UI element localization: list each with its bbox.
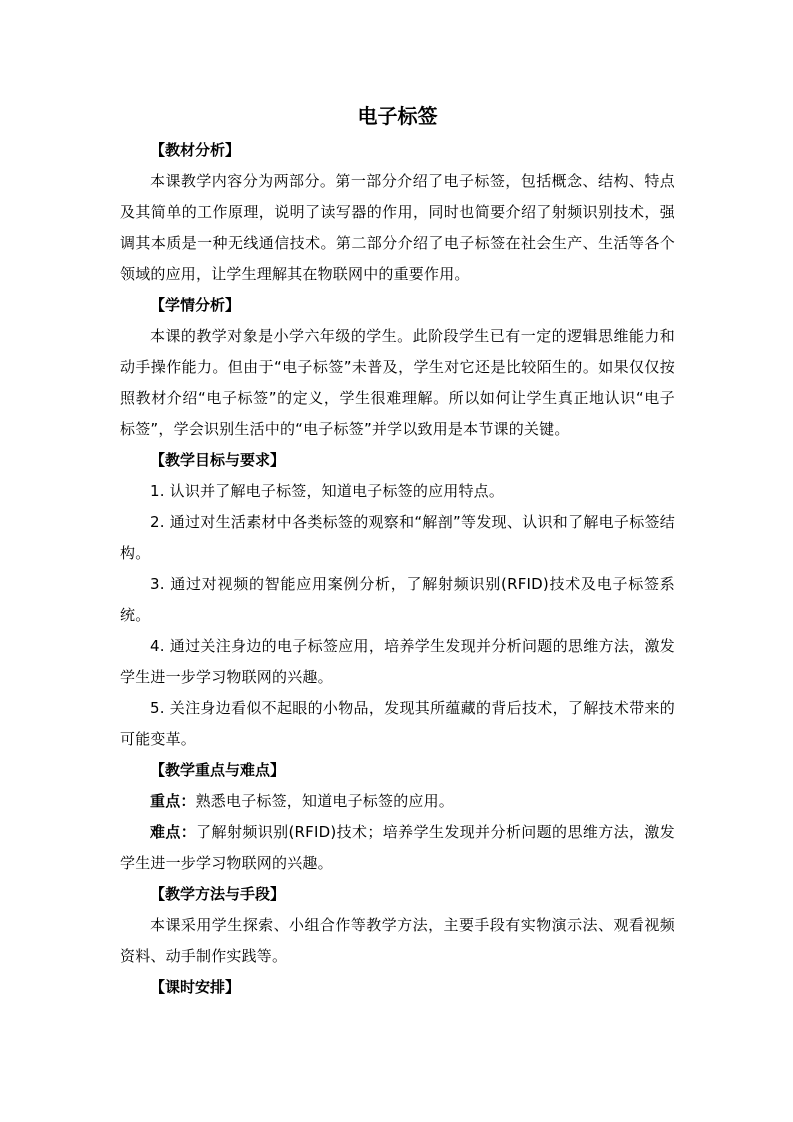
goal-item: 3. 通过对视频的智能应用案例分析，了解射频识别(RFID)技术及电子标签系统。 <box>120 575 675 624</box>
section-heading-schedule: 【课时安排】 <box>150 978 241 996</box>
section-heading-learners: 【学情分析】 <box>150 296 241 314</box>
section-heading-focus: 【教学重点与难点】 <box>150 761 286 779</box>
goal-item: 5. 关注身边看似不起眼的小物品，发现其所蕴藏的背后技术，了解技术带来的可能变革。 <box>120 699 675 748</box>
key-point-text: 熟悉电子标签，知道电子标签的应用。 <box>195 792 455 810</box>
key-point-paragraph <box>120 786 675 817</box>
difficulty-paragraph <box>120 817 675 879</box>
learners-paragraph: 本课的教学对象是小学六年级的学生。此阶段学生已有一定的逻辑思维能力和动手操作能力。但由于“电子标签”未普及，学生对它还是比较陌生的。如果仅仅按照教材介绍“电子标签”的定义，学生很难理解。所以如何让学生真正地认识“电子标签”，学会识别生活中的“电子标签”并学以致用是本节课的关键。 <box>120 327 675 438</box>
difficulty-label: 难点： <box>150 823 197 841</box>
key-point-label: 重点： <box>150 792 196 810</box>
goal-item: 2. 通过对生活素材中各类标签的观察和“解剖”等发现、认识和了解电子标签结构。 <box>120 513 675 562</box>
methods-paragraph: 本课采用学生探索、小组合作等教学方法，主要手段有实物演示法、观看视频资料、动手制作实践等。 <box>120 916 675 965</box>
difficulty-text: 了解射频识别(RFID)技术；培养学生发现并分析问题的思维方法，激发学生进一步学习物联网的兴趣。 <box>120 823 675 872</box>
page-title: 电子标签 <box>357 104 438 128</box>
section-heading-goals: 【教学目标与要求】 <box>150 451 286 469</box>
goal-item: 4. 通过关注身边的电子标签应用，培养学生发现并分析问题的思维方法，激发学生进一步学习物联网的兴趣。 <box>120 637 675 686</box>
goal-item: 1. 认识并了解电子标签，知道电子标签的应用特点。 <box>150 482 505 500</box>
document-page <box>120 100 675 1003</box>
section-heading-analysis: 【教材分析】 <box>150 141 241 159</box>
analysis-paragraph: 本课教学内容分为两部分。第一部分介绍了电子标签，包括概念、结构、特点及其简单的工作原理，说明了读写器的作用，同时也简要介绍了射频识别技术，强调其本质是一种无线通信技术。第二部分介绍了电子标签在社会生产、生活等各个领域的应用，让学生理解其在物联网中的重要作用。 <box>120 172 675 283</box>
section-heading-methods: 【教学方法与手段】 <box>150 885 286 903</box>
